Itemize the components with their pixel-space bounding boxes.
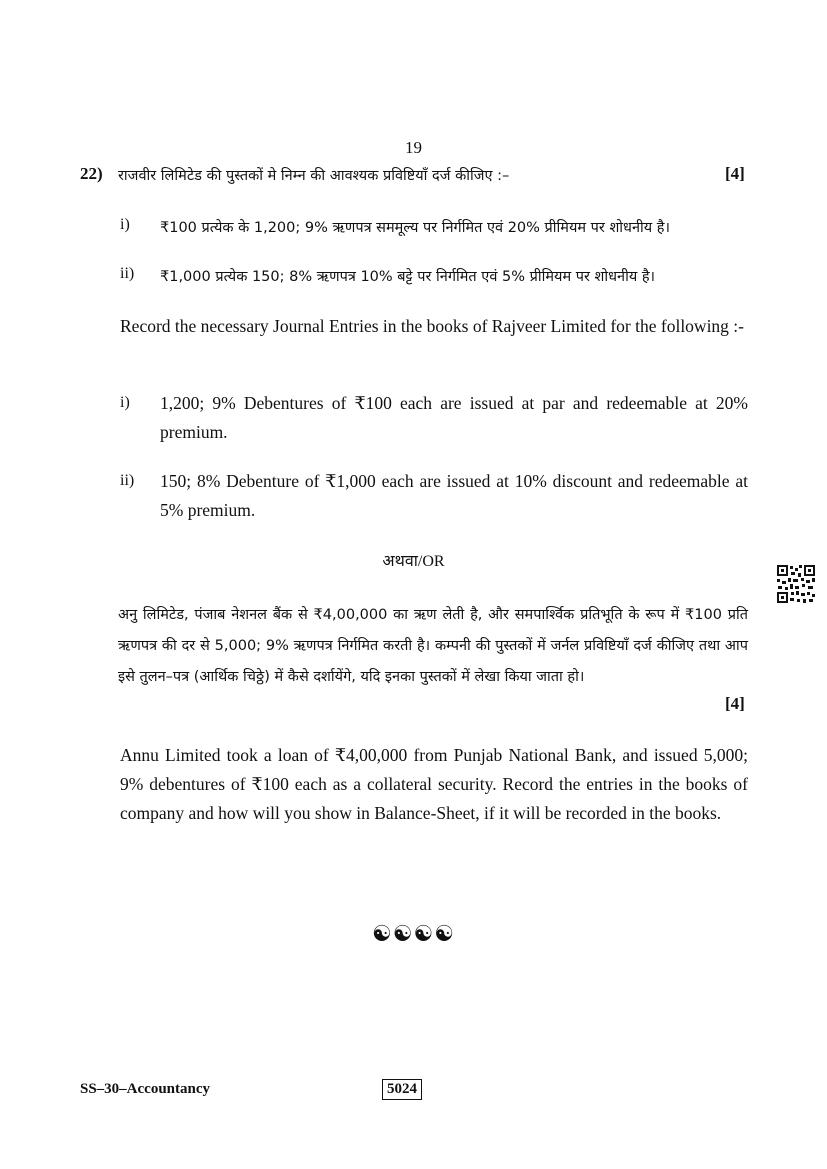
or-separator: अथवा/OR — [382, 553, 445, 570]
hindi-item-label: i) — [120, 216, 130, 233]
alternative-question-marks: [4] — [725, 694, 745, 713]
english-item-label: ii) — [120, 472, 135, 489]
qr-code-icon — [776, 564, 816, 604]
footer-subject: SS–30–Accountancy — [80, 1081, 211, 1097]
end-ornament: ☯☯☯☯ — [372, 922, 455, 947]
question-marks: [4] — [725, 164, 745, 183]
english-question-intro: Record the necessary Journal Entries in the books of Rajveer Limited for the following :- — [120, 316, 744, 336]
hindi-item-text: ₹1,000 प्रत्येक 150; 8% ऋणपत्र 10% बट्टे पर निर्गमित एवं 5% प्रीमियम पर शोधनीय है। — [160, 269, 656, 285]
hindi-item-text: ₹100 प्रत्येक के 1,200; 9% ऋणपत्र सममूल्य पर निर्गमित एवं 20% प्रीमियम पर शोधनीय है। — [160, 220, 670, 236]
hindi-item-label: ii) — [120, 265, 135, 282]
alternative-question-english: Annu Limited took a loan of ₹4,00,000 from Punjab National Bank, and issued 5,000; 9% debentures of ₹100 each as a collateral security. Record the entries in the books of company and how will you show in Balance-Sheet, if it will be recorded in the books. — [120, 745, 748, 823]
footer-code: 5024 — [382, 1079, 422, 1100]
question-number: 22) — [80, 164, 103, 183]
english-item-label: i) — [120, 394, 130, 411]
alternative-question-hindi: अनु लिमिटेड, पंजाब नेशनल बैंक से ₹4,00,000 का ऋण लेती है, और समपार्श्विक प्रतिभूति के रूप में ₹100 प्रति ऋणपत्र की दर से 5,000; 9% ऋणपत्र निर्गमित करती है। कम्पनी की पुस्तकों में जर्नल प्रविष्टियाँ दर्ज कीजिए तथा आप इसे तुलन–पत्र (आर्थिक चिठ्ठे) में कैसे दर्शायेंगे, यदि इनका पुस्तकों में लेखा किया जाता हो। — [118, 607, 748, 685]
hindi-question-title: राजवीर लिमिटेड की पुस्तकों मे निम्न की आवश्यक प्रविष्टियाँ दर्ज कीजिए :– — [118, 168, 510, 184]
page-number: 19 — [405, 138, 422, 157]
english-item-text: 150; 8% Debenture of ₹1,000 each are issued at 10% discount and redeemable at 5% premium. — [160, 471, 748, 520]
english-item-text: 1,200; 9% Debentures of ₹100 each are issued at par and redeemable at 20% premium. — [160, 393, 748, 442]
